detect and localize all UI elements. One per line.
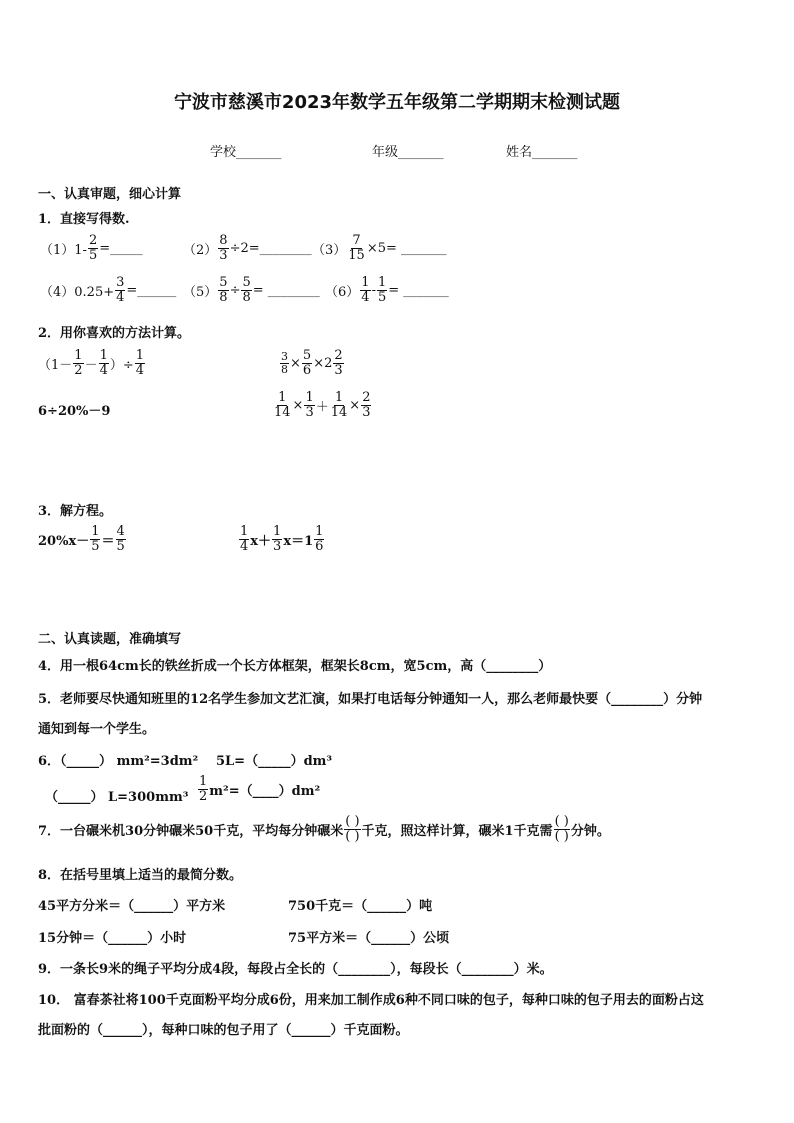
- q2-label: 2．用你喜欢的方法计算。: [38, 326, 191, 341]
- q1-item-1: （1）1- $\frac{2}{5}$ =_____: [40, 233, 143, 263]
- q10-text-line1: 10． 富春茶社将100千克面粉平均分成6份，用来加工制作成6种不同口味的包子，每种口味的包子用去的面粉占这: [38, 993, 704, 1008]
- q10-text-line2: 批面粉的（______），每种口味的包子用了（______）千克面粉。: [38, 1023, 409, 1038]
- q1-item-6: （6） $\frac{1}{4}$ - $\frac{1}{5}$ = _______: [325, 275, 449, 305]
- q2-expr-2: $\frac{3}{8}$ × $\frac{5}{6}$ ×2 $\frac{2}{3}$: [281, 348, 343, 378]
- q6-c: （_____） L=300mm³: [45, 790, 189, 805]
- q1-item-3: （3） $\frac{7}{15}$ ×5= _______: [312, 233, 447, 263]
- q2-expr-4: $\frac{1}{14}$ × $\frac{1}{3}$ ＋ $\frac{1}{14}$ × $\frac{2}{3}$: [274, 390, 371, 420]
- q6-a: 6．（_____） mm²=3dm²: [38, 754, 199, 769]
- q7-text: 7．一台碾米机30分钟碾米50千克，平均每分钟碾米 $\frac{( )}{( )}$ 千克，照这样计算，碾米1千克需 $\frac{( )}{( )}$ 分钟。: [38, 814, 610, 844]
- name-field: 姓名_______: [506, 145, 578, 160]
- q6-d: $\frac{1}{2}$ m²=（____）dm²: [199, 774, 321, 804]
- q1-item-4: （4）0.25+ $\frac{3}{4}$ =______: [40, 275, 177, 305]
- q4-text: 4．用一根64cm长的铁丝折成一个长方体框架，框架长8cm，宽5cm，高（________）: [38, 659, 552, 674]
- q5-text-line2: 通知到每一个学生。: [38, 722, 156, 737]
- q1-item-5: （5） $\frac{5}{8}$ ÷ $\frac{5}{8}$ = ________: [183, 275, 320, 305]
- grade-field: 年级_______: [372, 145, 444, 160]
- q8-a: 45平方分米＝（______）平方米: [38, 899, 226, 914]
- section2-heading: 二、认真读题，准确填写: [38, 632, 182, 647]
- page-title: 宁波市慈溪市2023年数学五年级第二学期期末检测试题: [173, 92, 621, 113]
- q8-c: 15分钟＝（______）小时: [38, 931, 187, 946]
- q8-d: 75平方米＝（______）公顷: [288, 931, 450, 946]
- q2-expr-3: 6÷20%－9: [38, 404, 111, 419]
- section1-heading: 一、认真审题，细心计算: [38, 187, 182, 202]
- q3-eq-1: 20%x－ $\frac{1}{5}$ ＝ $\frac{4}{5}$: [38, 524, 125, 554]
- q1-item-2: （2） $\frac{8}{3}$ ÷2=________: [183, 233, 312, 263]
- q1-label: 1．直接写得数.: [38, 212, 130, 227]
- q8-label: 8．在括号里填上适当的最简分数。: [38, 868, 243, 883]
- q3-eq-2: $\frac{1}{4}$ x＋ $\frac{1}{3}$ x＝1 $\frac{1}{6}$: [240, 524, 324, 554]
- q9-text: 9．一条长9米的绳子平均分成4段，每段占全长的（________），每段长（________）米。: [38, 962, 553, 977]
- school-field: 学校_______: [210, 145, 282, 160]
- q3-label: 3．解方程。: [38, 504, 113, 519]
- q8-b: 750千克＝（______）吨: [288, 899, 433, 914]
- q5-text-line1: 5．老师要尽快通知班里的12名学生参加文艺汇演，如果打电话每分钟通知一人，那么老师最快要（________）分钟: [38, 692, 703, 707]
- q6-b: 5L=（_____）dm³: [216, 754, 333, 769]
- q2-expr-1: （1－ $\frac{1}{2}$ － $\frac{1}{4}$ ）÷ $\frac{1}{4}$: [38, 348, 145, 378]
